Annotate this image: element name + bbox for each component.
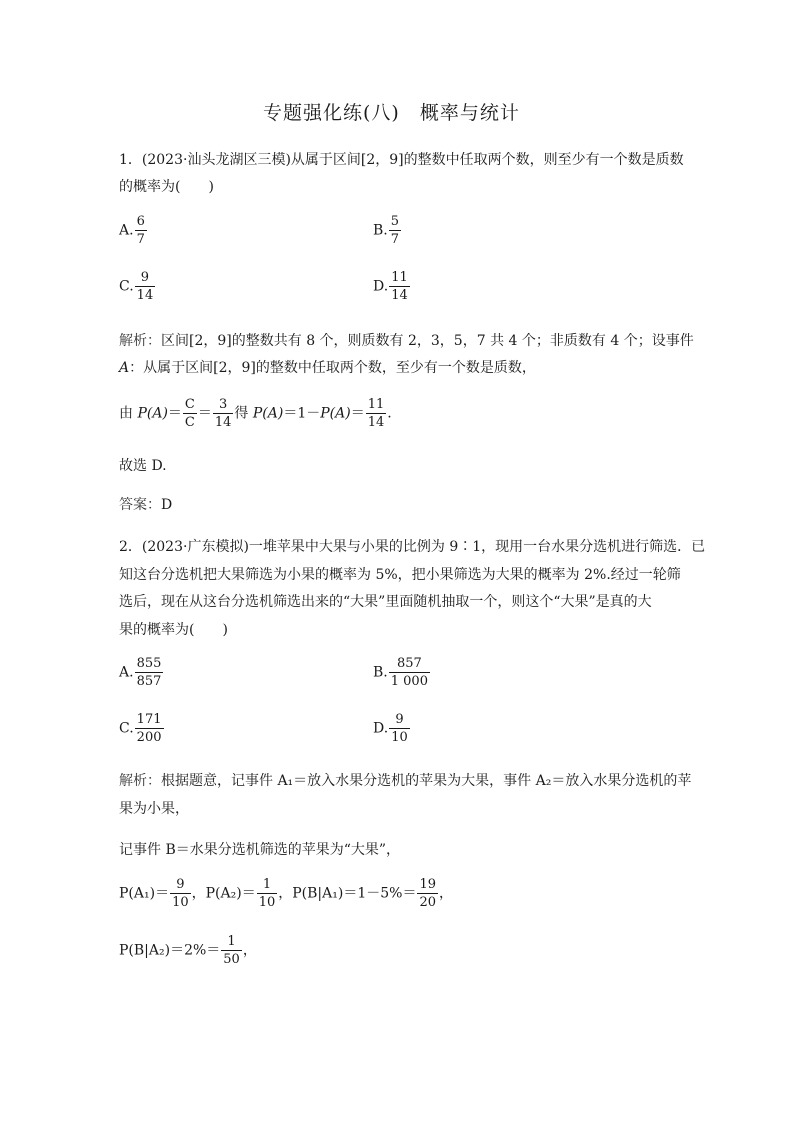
fraction: $\frac{11}{14}$ bbox=[367, 397, 385, 430]
q2-stem-line1: 2．(2023·广东模拟)一堆苹果中大果与小果的比例为 9∶1，现用一台水果分选机进行筛选．已 bbox=[119, 539, 706, 555]
option-label: B. bbox=[373, 664, 388, 681]
fraction: $\frac{6}{7}$ bbox=[136, 214, 145, 247]
q2-option-b bbox=[373, 657, 431, 688]
fraction: $\frac{171}{200}$ bbox=[136, 712, 162, 745]
q2-stem-line3: 选后，现在从这台分选机筛选出来的“大果”里面随机抽取一个，则这个“大果”是真的大 bbox=[119, 594, 652, 610]
q1-option-a bbox=[119, 215, 148, 246]
analysis-label: 解析： bbox=[119, 333, 161, 349]
fraction: $\frac{9}{10}$ bbox=[172, 877, 189, 910]
fraction: $\frac{3}{14}$ bbox=[214, 397, 232, 430]
page-title: 专题强化练(八) 概率与统计 bbox=[263, 102, 520, 124]
q1-conclusion: 故选 D. bbox=[119, 458, 167, 474]
fraction: $\frac{9}{14}$ bbox=[136, 270, 154, 303]
q1-answer: 答案：D bbox=[119, 497, 173, 513]
q2-option-a bbox=[119, 657, 164, 688]
answer-label: 答案： bbox=[119, 497, 161, 513]
fraction: $\frac{11}{14}$ bbox=[391, 270, 408, 303]
fraction: $\frac{9}{10}$ bbox=[391, 712, 408, 745]
q2-option-c bbox=[119, 713, 165, 744]
q1-option-c bbox=[119, 271, 156, 302]
q2-analysis-line1: 解析：根据题意，记事件 A₁＝放入水果分选机的苹果为大果，事件 A₂＝放入水果分选机的苹 bbox=[119, 773, 692, 789]
option-label: B. bbox=[373, 222, 388, 239]
q1-stem-line1: 1．(2023·汕头龙湖区三模)从属于区间[2，9]的整数中任取两个数，则至少有一个数是质数 bbox=[119, 152, 684, 168]
q2-option-d bbox=[373, 713, 411, 744]
q2-analysis-line2: 果为小果， bbox=[119, 801, 189, 817]
option-label: C. bbox=[119, 278, 134, 295]
fraction: $\frac{855}{857}$ bbox=[136, 656, 162, 689]
q1-option-d bbox=[373, 271, 411, 302]
q1-stem-line2: 的概率为( ) bbox=[119, 179, 214, 195]
analysis-label: 解析： bbox=[119, 773, 161, 789]
option-label: D. bbox=[373, 278, 389, 295]
fraction: $\frac{19}{20}$ bbox=[419, 877, 436, 910]
fraction: $\frac{C}{C}$ bbox=[184, 397, 195, 430]
q2-stem-line4: 果的概率为( ) bbox=[119, 622, 228, 638]
q1-analysis-line2: A：从属于区间[2，9]的整数中任取两个数，至少有一个数是质数， bbox=[119, 360, 536, 376]
q2-formula-1: P(A₁)＝ $\frac{9}{10}$ ，P(A₂)＝ $\frac{1}{10}$ ，P(B|A₁)＝1－5%＝ $\frac{19}{20}$ ， bbox=[119, 877, 453, 910]
q1-analysis-line1: 解析：区间[2，9]的整数共有 8 个，则质数有 2，3，5，7 共 4 个；非质数有 4 个；设事件 bbox=[119, 333, 694, 349]
q1-option-b bbox=[373, 215, 402, 246]
fraction: $\frac{1}{50}$ bbox=[223, 934, 240, 967]
fraction: $\frac{5}{7}$ bbox=[390, 214, 400, 247]
fraction: $\frac{1}{10}$ bbox=[258, 877, 276, 910]
option-label: D. bbox=[373, 720, 389, 737]
q2-analysis-line3: 记事件 B＝水果分选机筛选的苹果为“大果”， bbox=[119, 842, 401, 858]
option-label: A. bbox=[119, 664, 134, 681]
fraction: $\frac{857}{1 000}$ bbox=[390, 656, 428, 689]
q2-stem-line2: 知这台分选机把大果筛选为小果的概率为 5%，把小果筛选为大果的概率为 2%.经过一轮筛 bbox=[119, 567, 681, 583]
q2-formula-2: P(B|A₂)＝2%＝ $\frac{1}{50}$ ， bbox=[119, 934, 257, 967]
option-label: C. bbox=[119, 720, 134, 737]
option-label: A. bbox=[119, 222, 134, 239]
q1-formula: 由 P(A)＝ $\frac{C}{C}$ ＝ $\frac{3}{14}$ 得 P(A)＝1－P(A)＝ $\frac{11}{14}$ . bbox=[119, 397, 392, 430]
